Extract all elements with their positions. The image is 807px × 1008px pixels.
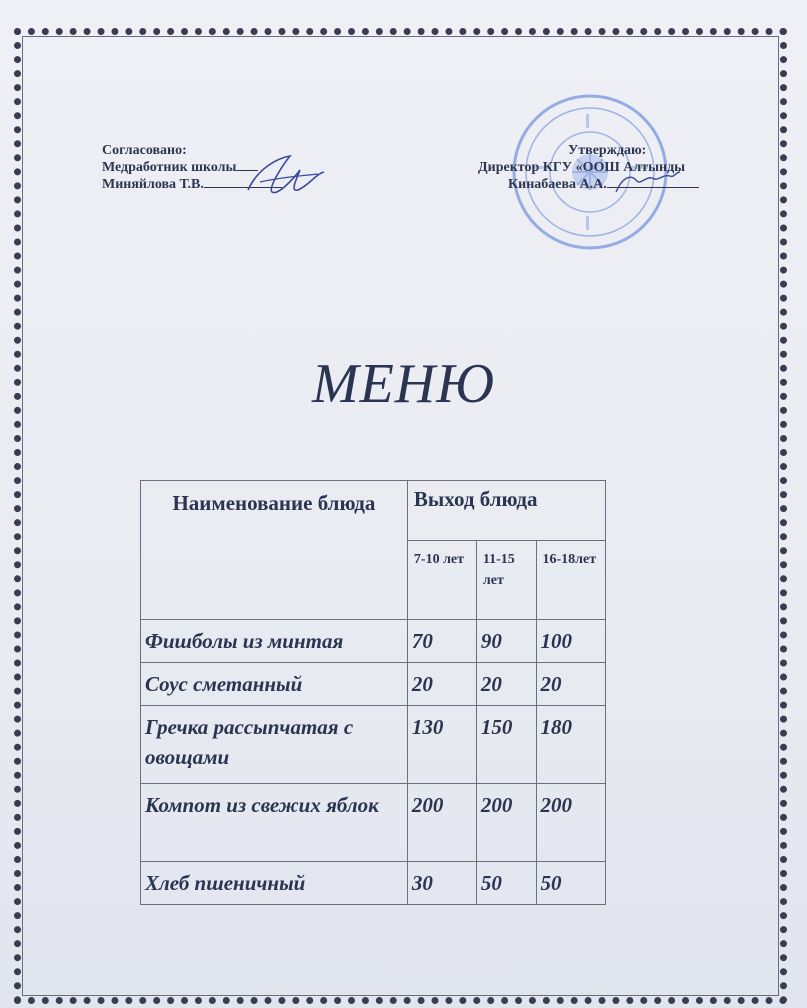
signature-left-icon [238, 148, 328, 200]
page-title: МЕНЮ [311, 353, 496, 415]
dish-value: 200 [536, 784, 605, 862]
header-age-3: 16-18лет [536, 541, 605, 620]
table-row [141, 706, 606, 784]
dish-value: 130 [407, 706, 476, 784]
dish-value: 20 [536, 663, 605, 706]
table-row [141, 784, 606, 862]
table-row [141, 620, 606, 663]
dish-value: 50 [536, 862, 605, 905]
approval-right-name: Кинабаева А.А. [478, 176, 699, 193]
dish-name: Фишболы из минтая [141, 620, 408, 663]
table-row [141, 663, 606, 706]
dish-value: 70 [407, 620, 476, 663]
dish-value: 20 [407, 663, 476, 706]
approval-right-heading: Утверждаю: [568, 143, 647, 158]
header-age-1: 7-10 лет [407, 541, 476, 620]
dish-value: 100 [536, 620, 605, 663]
approval-left-heading: Согласовано: [102, 143, 187, 158]
signature-right-icon [612, 168, 682, 198]
dish-value: 180 [536, 706, 605, 784]
dish-name: Компот из свежих яблок [141, 784, 408, 862]
dish-value: 30 [407, 862, 476, 905]
approval-left-position: Медработник школы [102, 159, 282, 176]
dish-value: 200 [476, 784, 536, 862]
dish-value: 200 [407, 784, 476, 862]
approval-left-name: Миняйлова Т.В. [102, 176, 282, 193]
approval-right-position: Директор КГУ «ООШ Алтынды [478, 160, 686, 175]
header-output: Выход блюда [407, 481, 605, 541]
table-row [141, 862, 606, 905]
header-age-2: 11-15 лет [476, 541, 536, 620]
header-dish-name: Наименование блюда [141, 481, 408, 620]
dish-value: 150 [476, 706, 536, 784]
table-header-row [141, 481, 606, 541]
dish-value: 90 [476, 620, 536, 663]
dish-name: Гречка рассыпчатая с овощами [141, 706, 408, 784]
dish-value: 20 [476, 663, 536, 706]
dish-value: 50 [476, 862, 536, 905]
dish-name: Хлеб пшеничный [141, 862, 408, 905]
menu-table [140, 480, 606, 905]
dish-name: Соус сметанный [141, 663, 408, 706]
